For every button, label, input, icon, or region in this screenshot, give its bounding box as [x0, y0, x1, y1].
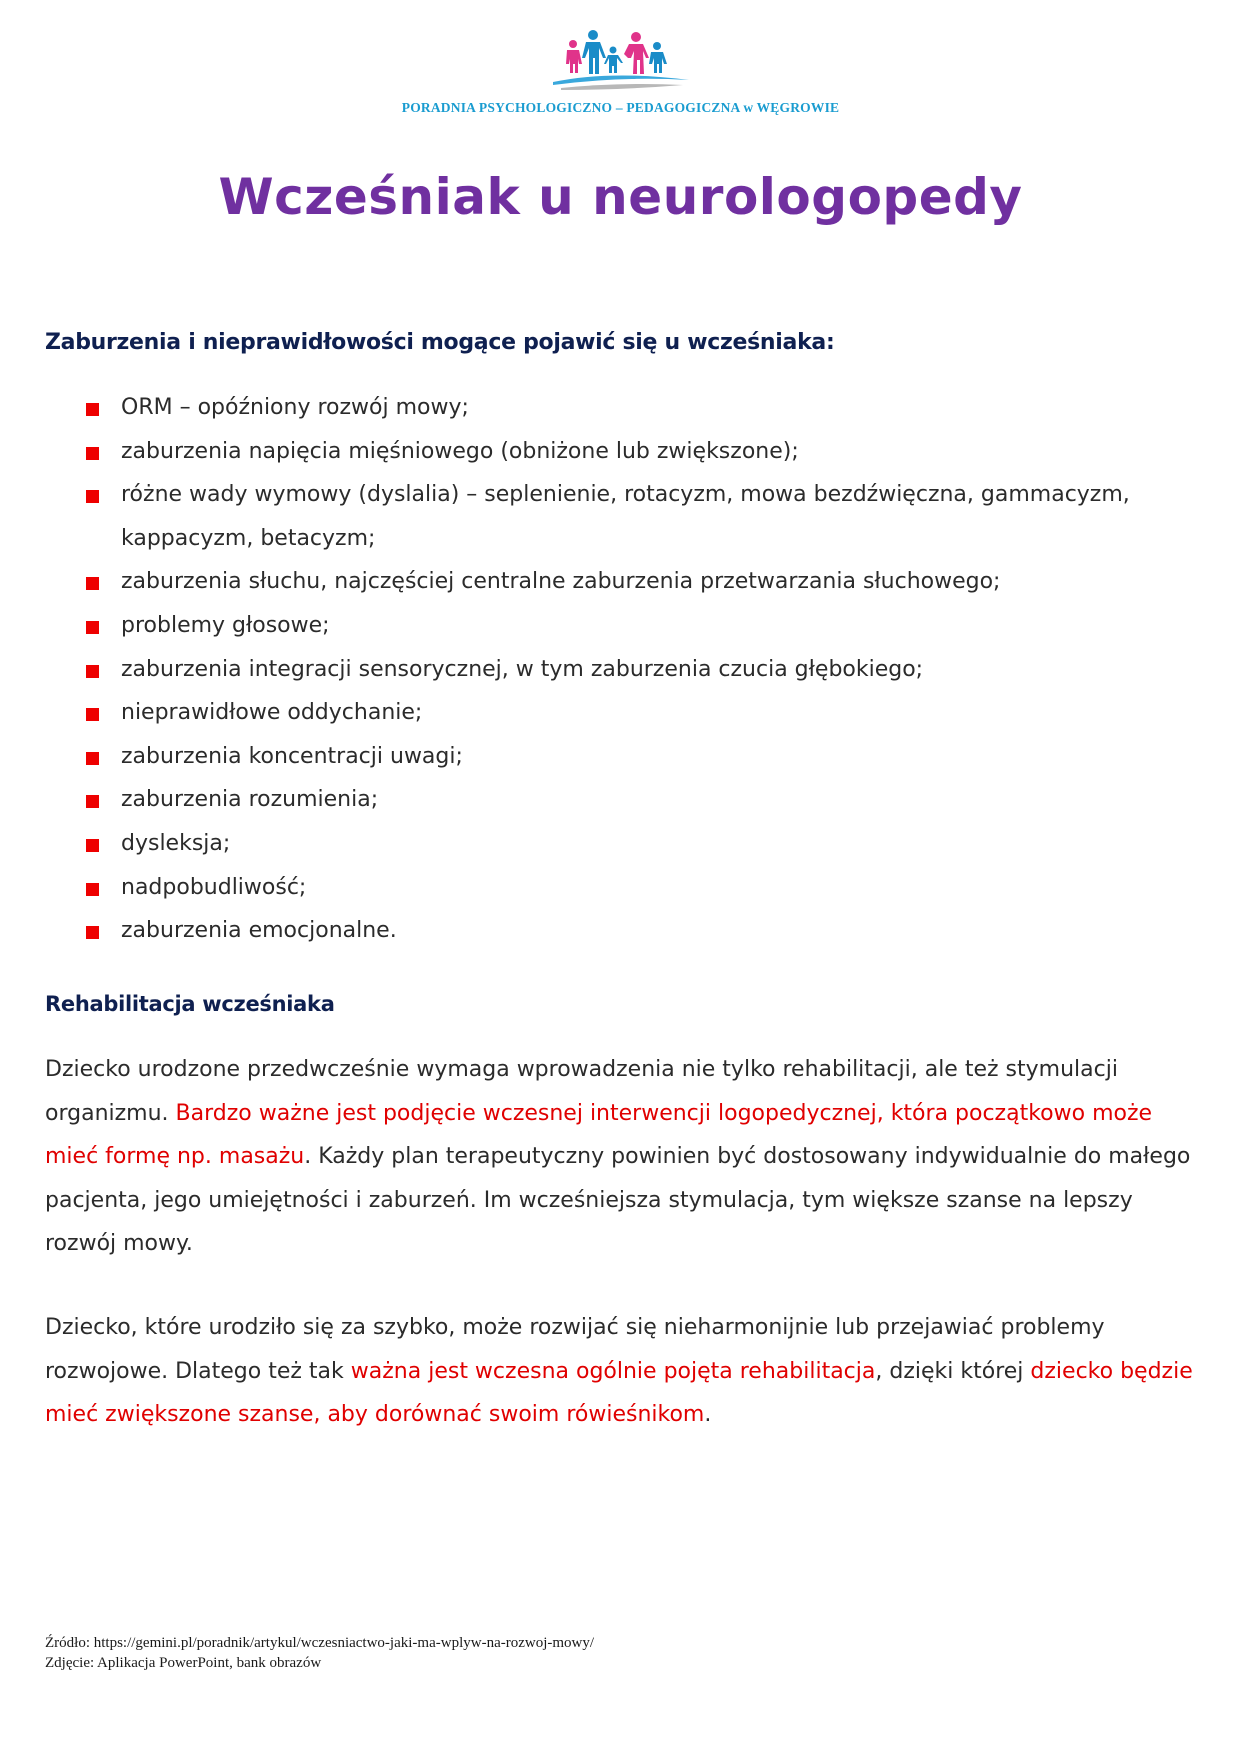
list-item-text: nieprawidłowe oddychanie; — [121, 700, 423, 726]
list-item-text: zaburzenia słuchu, najczęściej centralne zaburzenia przetwarzania słuchowego; — [121, 569, 1001, 595]
paragraph-1-highlight: Bardzo ważne jest podjęcie wczesnej interwencji logopedycznej, która początkowo może mieć formę np. masażu — [45, 1100, 1153, 1170]
list-item-text: zaburzenia rozumienia; — [121, 787, 379, 813]
list-item-text: ORM – opóźniony rozwój mowy; — [121, 395, 469, 420]
list-item-text: dysleksja; — [121, 830, 231, 856]
bullet-square-icon — [86, 708, 99, 721]
bullet-square-icon — [86, 839, 99, 852]
list-item — [0, 386, 1161, 430]
paragraph-2-text-a: Dziecko, które urodziło się za szybko, może rozwijać się nieharmonijnie lub przejawiać problemy rozwojowe. Dlatego też tak — [45, 1315, 1105, 1384]
list-item — [0, 822, 1161, 866]
bullet-square-icon — [86, 883, 99, 896]
list-item-text: różne wady wymowy (dyslalia) – seplenienie, rotacyzm, mowa bezdźwięczna, gammacyzm, kappacyzm, betacyzm; — [121, 482, 1130, 551]
list-item-text: problemy głosowe; — [121, 612, 330, 638]
list-item-text: zaburzenia koncentracji uwagi; — [121, 743, 463, 769]
paragraph-2-text-e: . — [704, 1402, 712, 1428]
bullet-square-icon — [86, 795, 99, 808]
organization-name: PORADNIA PSYCHOLOGICZNO – PEDAGOGICZNA w WĘGROWIE — [401, 100, 840, 115]
source-citation: Źródło: https://gemini.pl/poradnik/artykul/wczesniactwo-jaki-ma-wplyw-na-rozwoj-mowy/ — [45, 1635, 595, 1651]
list-item — [0, 430, 1161, 474]
list-item — [0, 560, 1161, 604]
paragraph-1 — [45, 1048, 1205, 1266]
bullet-square-icon — [86, 752, 99, 765]
list-item — [0, 604, 1161, 648]
paragraph-2-text-c: , dzięki której — [875, 1358, 1031, 1384]
list-item — [0, 473, 1161, 560]
list-item — [0, 866, 1161, 910]
paragraph-2-highlight-1: ważna jest wczesna ogólnie pojęta rehabilitacja — [350, 1358, 876, 1384]
bullet-square-icon — [86, 490, 99, 503]
page-title: Wcześniak u neurologopedy — [218, 168, 1023, 226]
bullet-square-icon — [86, 577, 99, 590]
list-item — [0, 909, 1161, 953]
paragraph-2-highlight-2: dziecko będzie mieć zwiększone szanse, aby dorównać swoim rówieśnikom — [45, 1358, 1193, 1428]
list-item — [0, 691, 1161, 735]
list-item-text: zaburzenia emocjonalne. — [121, 918, 397, 944]
list-item — [0, 778, 1161, 822]
paragraph-1-text-a: Dziecko urodzone przedwcześnie wymaga wprowadzenia nie tylko rehabilitacji, ale też stymulacji organizmu. — [45, 1057, 1118, 1126]
section-heading-rehabilitation: Rehabilitacja wcześniaka — [45, 992, 335, 1016]
bullet-square-icon — [86, 447, 99, 460]
list-item — [0, 648, 1161, 692]
header — [0, 22, 1241, 97]
bullet-square-icon — [86, 621, 99, 634]
section-heading-disorders: Zaburzenia i nieprawidłowości mogące pojawić się u wcześniaka: — [45, 330, 835, 355]
photo-credit: Zdjęcie: Aplikacja PowerPoint, bank obrazów — [45, 1655, 322, 1671]
list-item-text: zaburzenia integracji sensorycznej, w tym zaburzenia czucia głębokiego; — [121, 656, 924, 682]
bullet-square-icon — [86, 926, 99, 939]
disorders-list — [0, 386, 1241, 953]
bullet-square-icon — [86, 665, 99, 678]
footer — [45, 1633, 594, 1673]
list-item-text: nadpobudliwość; — [121, 874, 307, 900]
bullet-square-icon — [86, 403, 99, 416]
paragraph-2 — [45, 1306, 1205, 1437]
paragraph-1-text-c: . Każdy plan terapeutyczny powinien być dostosowany indywidualnie do małego pacjenta, jego umiejętności i zaburzeń. Im wcześniejsza stymulacja, tym większe szanse na lepszy rozwój mowy. — [45, 1144, 1191, 1257]
family-logo-icon — [551, 22, 691, 97]
list-item — [0, 735, 1161, 779]
list-item-text: zaburzenia napięcia mięśniowego (obniżone lub zwiększone); — [121, 438, 799, 464]
